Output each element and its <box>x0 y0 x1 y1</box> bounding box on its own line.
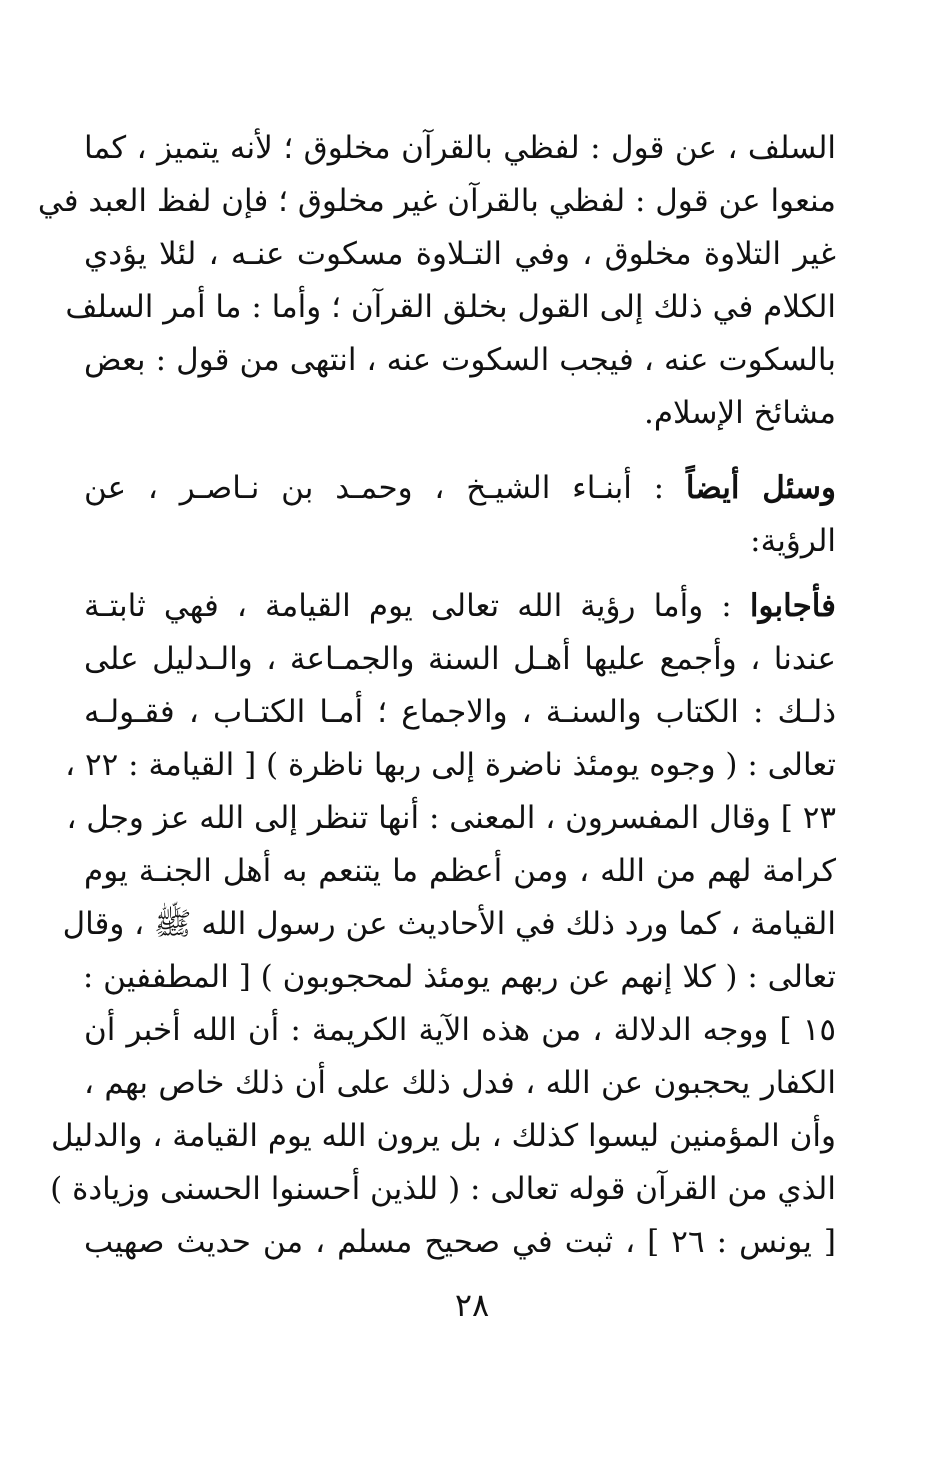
paragraph-1 <box>37 122 836 440</box>
text-line: ٢٣ ] وقال المفسرون ، المعنى : أنها تنظر إلى الله عز وجل ، <box>66 800 836 836</box>
text-line: وأن المؤمنين ليسوا كذلك ، بل يرون الله يوم القيامة ، والدليل <box>50 1118 836 1154</box>
text-line: ذلـك : الكتاب والسنـة ، والاجماع ؛ أمـا الكتـاب ، فقـولـه <box>84 694 836 730</box>
text-line: السلف ، عن قول : لفظي بالقرآن مخلوق ؛ لأنه يتميز ، كما <box>84 130 836 166</box>
text-line: الذي من القرآن قوله تعالى : ( للذين أحسنوا الحسنى وزيادة ) <box>50 1171 836 1207</box>
text-line: غير التلاوة مخلوق ، وفي التـلاوة مسكوت عنـه ، لئلا يؤدي <box>84 236 836 272</box>
paragraph-2 <box>84 462 836 568</box>
paragraph-lead: فأجابوا <box>749 588 837 624</box>
text-line: بالسكوت عنه ، فيجب السكوت عنه ، انتهى من قول : بعض <box>84 342 836 378</box>
text-line: القيامة ، كما ورد ذلك في الأحاديث عن رسول الله ﷺ ، وقال <box>62 906 836 942</box>
text-line <box>84 462 836 515</box>
text-fragment: : وأما رؤية الله تعالى يوم القيامة ، فهي ثابتـة <box>84 588 732 624</box>
text-line: تعالى : ( وجوه يومئذ ناضرة إلى ربها ناظرة ) [ القيامة : ٢٢ ، <box>65 747 836 783</box>
text-line: عندنا ، وأجمع عليها أهـل السنة والجمـاعة ، والـدليل على <box>84 641 836 677</box>
text-line: ١٥ ] ووجه الدلالة ، من هذه الآية الكريمة : أن الله أخبر أن <box>84 1012 836 1048</box>
text-line: تعالى : ( كلا إنهم عن ربهم يومئذ لمحجوبون ) [ المطففين : <box>82 959 836 995</box>
text-fragment: : أبنـاء الشيـخ ، وحمـد بن نـاصـر ، عن <box>84 470 665 506</box>
paragraph-lead: وسئل أيضاً <box>685 470 837 506</box>
paragraph-3 <box>50 580 837 1269</box>
text-line: مشائخ الإسلام. <box>643 395 836 431</box>
page-number: ٢٨ <box>454 1286 490 1324</box>
text-line: الكفار يحجبون عن الله ، فدل ذلك على أن ذلك خاص بهم ، <box>84 1065 836 1101</box>
text-line: الكلام في ذلك إلى القول بخلق القرآن ؛ وأما : ما أمر السلف <box>65 289 836 325</box>
text-line: [ يونس : ٢٦ ] ، ثبت في صحيح مسلم ، من حديث صهيب <box>84 1224 836 1260</box>
text-line: منعوا عن قول : لفظي بالقرآن غير مخلوق ؛ فإن لفظ العبد في <box>37 183 836 219</box>
text-line: الرؤية: <box>750 523 836 559</box>
text-line <box>84 580 836 633</box>
text-line: كرامة لهم من الله ، ومن أعظم ما يتنعم به أهل الجنـة يوم <box>84 853 836 889</box>
